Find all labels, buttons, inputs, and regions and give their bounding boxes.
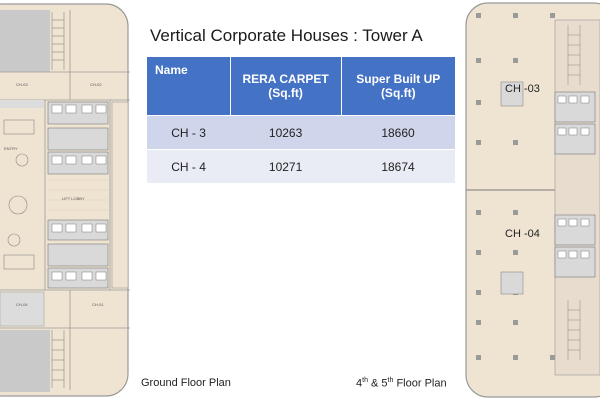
left-plan-label-ch01: CH-01 (92, 302, 104, 307)
left-plan-label-ch02: CH-02 (90, 82, 102, 87)
table-header-row (147, 57, 455, 116)
right-plan-label-ch03: CH -03 (505, 83, 540, 95)
table-row (147, 150, 455, 184)
cell-rera: 10271 (230, 150, 341, 184)
left-plan-label-lobby: LIFT LOBBY (62, 196, 85, 201)
area-table (147, 57, 455, 183)
ground-floor-plan-image (0, 0, 135, 400)
header-rera-carpet: RERA CARPET (Sq.ft) (230, 57, 341, 116)
ground-floor-caption: Ground Floor Plan (141, 377, 231, 389)
cell-sba: 18660 (341, 116, 455, 150)
upper-floor-plan-image (463, 0, 600, 400)
left-plan-label-ch04: CH-04 (16, 302, 28, 307)
cell-name: CH - 3 (147, 116, 230, 150)
page-title: Vertical Corporate Houses : Tower A (150, 26, 423, 45)
right-plan-label-ch04: CH -04 (505, 228, 540, 240)
left-plan-label-ch03: CH-03 (16, 82, 28, 87)
cell-sba: 18674 (341, 150, 455, 184)
table-row (147, 116, 455, 150)
cell-name: CH - 4 (147, 150, 230, 184)
upper-floor-caption: 4th & 5th Floor Plan (356, 377, 447, 390)
left-plan-label-entry: ENTRY (4, 146, 18, 151)
header-super-built-up: Super Built UP (Sq.ft) (341, 57, 455, 116)
cell-rera: 10263 (230, 116, 341, 150)
header-name: Name (147, 57, 230, 116)
